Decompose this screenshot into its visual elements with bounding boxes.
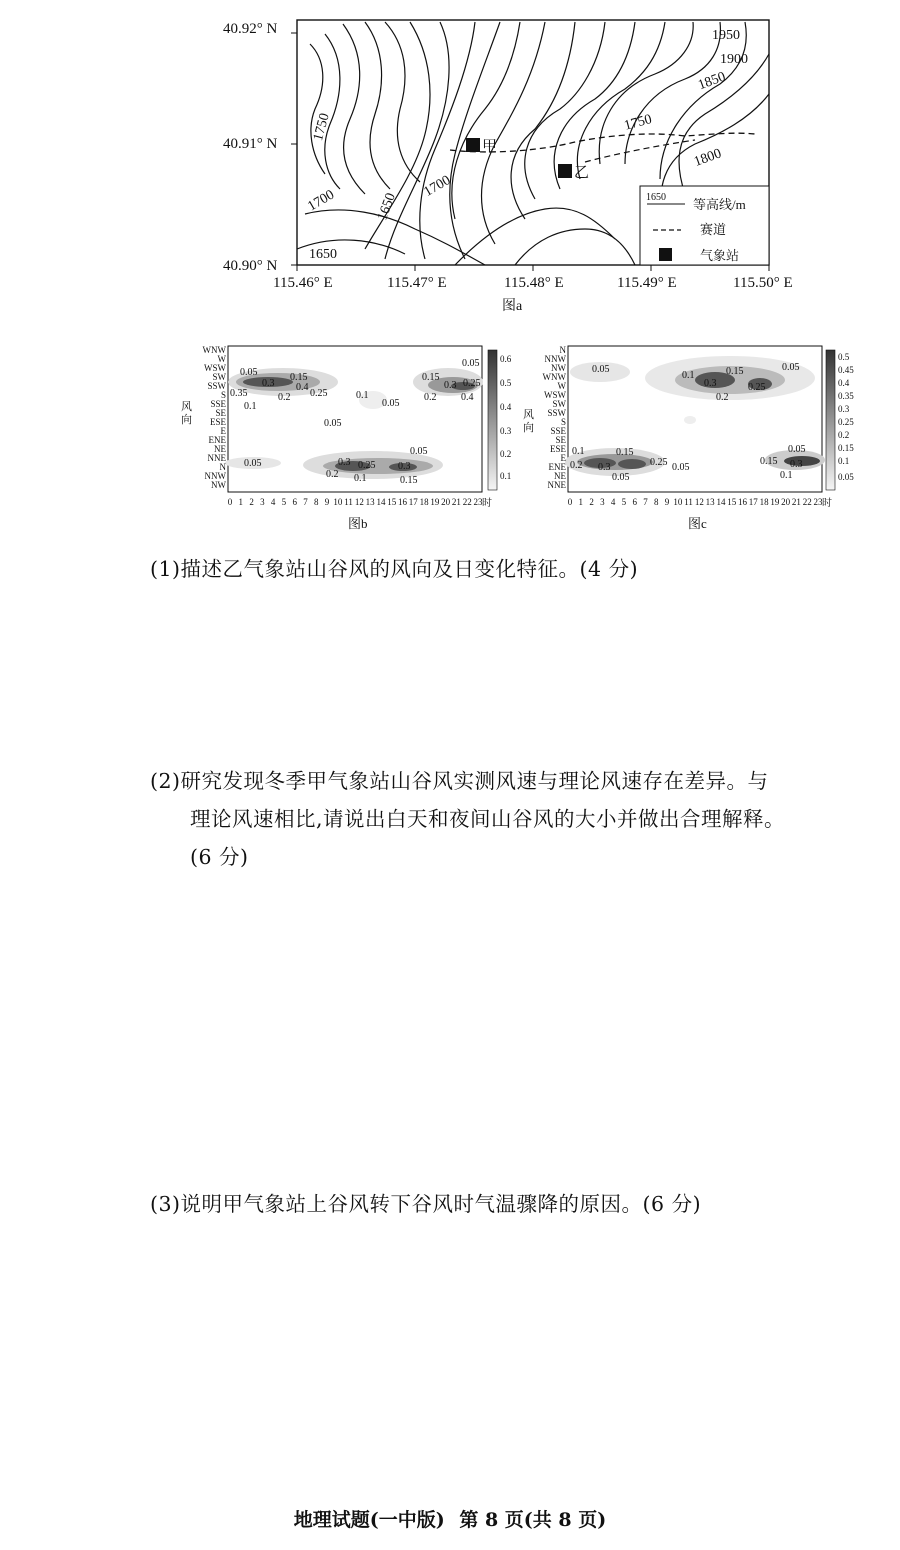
x-tick-label: 13 <box>705 497 715 507</box>
svg-text:0.05: 0.05 <box>462 358 480 369</box>
x-tick-label: 17 <box>748 497 758 507</box>
contour-label: 1800 <box>692 146 724 170</box>
question-2-line-1: (2)研究发现冬季甲气象站山谷风实测风速与理论风速存在差异。与 <box>150 769 769 793</box>
chart-c-ylabel-2: 向 <box>523 422 534 434</box>
contour-label: 1750 <box>622 112 654 134</box>
svg-text:0.05: 0.05 <box>612 472 630 483</box>
svg-text:0.15: 0.15 <box>760 456 778 467</box>
svg-text:0.35: 0.35 <box>230 388 248 399</box>
svg-text:0.25: 0.25 <box>310 388 328 399</box>
svg-text:0.4: 0.4 <box>461 392 474 403</box>
svg-text:SW: SW <box>552 399 566 409</box>
wind-chart-b <box>178 340 513 540</box>
contour-map <box>215 14 805 314</box>
svg-text:E: E <box>560 453 566 463</box>
x-tick-label: 16 <box>738 497 748 507</box>
question-2 <box>150 762 785 876</box>
question-1 <box>150 550 638 588</box>
chart-b-caption: 图b <box>348 516 368 531</box>
x-tick-label: 8 <box>654 497 659 507</box>
svg-text:0.1: 0.1 <box>354 473 367 484</box>
x-tick-label: 10 <box>673 497 683 507</box>
svg-text:0.15: 0.15 <box>400 475 418 486</box>
x-tick-label: 4 <box>610 497 616 507</box>
x-tick-label: 6 <box>292 497 297 507</box>
svg-text:0.3: 0.3 <box>598 462 611 473</box>
svg-text:0.2: 0.2 <box>424 392 437 403</box>
lat-label: 40.91° N <box>223 136 278 152</box>
svg-text:NE: NE <box>554 471 566 481</box>
x-tick-label: 20 <box>441 497 451 507</box>
x-tick-label: 22 <box>802 497 812 507</box>
contour-label: 1900 <box>720 52 748 67</box>
footer-page: 第 8 页(共 8 页) <box>459 1509 607 1531</box>
svg-text:S: S <box>560 417 566 427</box>
x-tick-label: 11 <box>684 497 693 507</box>
svg-text:NNW: NNW <box>544 354 566 364</box>
svg-text:NNW: NNW <box>204 471 226 481</box>
x-tick-label: 0 <box>227 497 233 507</box>
x-tick-label: 7 <box>643 497 648 507</box>
contour-label: 1850 <box>696 69 728 94</box>
svg-text:0.1: 0.1 <box>500 471 512 481</box>
svg-text:0.25: 0.25 <box>838 417 854 427</box>
contour-label: 1650 <box>375 191 399 223</box>
x-tick-label: 5 <box>621 497 627 507</box>
svg-text:NE: NE <box>214 444 226 454</box>
svg-text:0.15: 0.15 <box>726 366 744 377</box>
svg-text:0.3: 0.3 <box>444 380 457 391</box>
chart-c-xticks <box>568 497 823 507</box>
chart-b-yticks <box>203 345 227 490</box>
svg-text:0.05: 0.05 <box>324 418 342 429</box>
svg-text:NW: NW <box>211 480 226 490</box>
contour-label: 1950 <box>712 28 740 43</box>
x-tick-label: 8 <box>314 497 319 507</box>
chart-b-colorbar <box>488 350 497 490</box>
svg-text:0.05: 0.05 <box>244 458 262 469</box>
chart-b-xunit: 时 <box>482 498 492 509</box>
svg-text:0.05: 0.05 <box>240 367 258 378</box>
svg-text:0.15: 0.15 <box>616 447 634 458</box>
x-tick-label: 2 <box>249 497 254 507</box>
svg-text:SSW: SSW <box>207 381 226 391</box>
x-tick-label: 17 <box>408 497 418 507</box>
x-tick-label: 23 <box>813 497 823 507</box>
chart-c-caption: 图c <box>688 516 707 531</box>
svg-text:N: N <box>559 345 566 355</box>
lat-label: 40.90° N <box>223 258 278 274</box>
question-2-line-2: 理论风速相比,请说出白天和夜间山谷风的大小并做出合理解释。 <box>190 807 786 831</box>
station-jia-label: 甲 <box>482 139 498 155</box>
lon-label: 115.47° E <box>387 275 447 291</box>
station-yi-label: 乙 <box>574 165 590 181</box>
svg-text:0.2: 0.2 <box>326 469 339 480</box>
svg-text:0.4: 0.4 <box>838 378 850 388</box>
question-2-line-3: (6 分) <box>190 845 249 869</box>
svg-text:0.25: 0.25 <box>748 382 766 393</box>
x-tick-label: 15 <box>387 497 397 507</box>
x-tick-label: 12 <box>354 497 364 507</box>
svg-text:0.05: 0.05 <box>410 446 428 457</box>
svg-text:ENE: ENE <box>208 435 226 445</box>
chart-c-colorbar-ticks <box>838 352 854 482</box>
svg-text:WSW: WSW <box>544 390 566 400</box>
svg-text:0.1: 0.1 <box>682 370 695 381</box>
wind-chart-c <box>520 340 865 540</box>
station-yi-marker <box>558 164 572 178</box>
x-tick-label: 13 <box>365 497 375 507</box>
station-jia-marker <box>466 138 480 152</box>
x-tick-label: 11 <box>344 497 353 507</box>
contour-label: 1700 <box>421 172 454 200</box>
legend-station-text: 气象站 <box>700 248 740 263</box>
lon-label: 115.49° E <box>617 275 677 291</box>
x-tick-label: 1 <box>238 497 244 507</box>
svg-text:0.25: 0.25 <box>358 460 376 471</box>
x-tick-label: 1 <box>578 497 584 507</box>
x-tick-label: 5 <box>281 497 287 507</box>
x-tick-label: 9 <box>324 497 330 507</box>
x-tick-label: 3 <box>600 497 605 507</box>
x-tick-label: 4 <box>270 497 276 507</box>
x-tick-label: 14 <box>376 497 386 507</box>
contour-label: 1650 <box>309 247 337 262</box>
svg-text:0.2: 0.2 <box>716 392 729 403</box>
x-tick-label: 10 <box>333 497 343 507</box>
chart-c-yticks <box>543 345 567 490</box>
svg-text:0.6: 0.6 <box>500 354 512 364</box>
x-tick-label: 18 <box>419 497 429 507</box>
question-3 <box>150 1185 701 1223</box>
svg-text:NNE: NNE <box>207 453 226 463</box>
x-tick-label: 23 <box>473 497 483 507</box>
svg-text:0.2: 0.2 <box>278 392 291 403</box>
svg-text:0.1: 0.1 <box>780 470 793 481</box>
map-legend <box>640 186 769 265</box>
x-tick-label: 3 <box>260 497 265 507</box>
svg-text:W: W <box>557 381 566 391</box>
x-tick-label: 0 <box>567 497 573 507</box>
svg-text:0.15: 0.15 <box>838 443 854 453</box>
svg-text:ESE: ESE <box>549 444 566 454</box>
svg-text:0.05: 0.05 <box>592 364 610 375</box>
svg-text:0.3: 0.3 <box>500 426 512 436</box>
chart-b-colorbar-ticks <box>500 354 512 481</box>
svg-text:ESE: ESE <box>209 417 226 427</box>
x-tick-label: 19 <box>430 497 440 507</box>
svg-text:0.1: 0.1 <box>356 390 369 401</box>
svg-text:0.05: 0.05 <box>672 462 690 473</box>
svg-text:0.1: 0.1 <box>572 446 585 457</box>
map-caption: 图a <box>502 299 523 314</box>
svg-text:0.4: 0.4 <box>296 382 309 393</box>
svg-text:0.05: 0.05 <box>788 444 806 455</box>
svg-text:NW: NW <box>551 363 566 373</box>
svg-text:0.2: 0.2 <box>500 449 512 459</box>
chart-c-colorbar <box>826 350 835 490</box>
svg-text:0.45: 0.45 <box>838 365 854 375</box>
svg-text:0.3: 0.3 <box>262 378 275 389</box>
x-tick-label: 14 <box>716 497 726 507</box>
svg-text:0.2: 0.2 <box>838 430 850 440</box>
svg-text:WNW: WNW <box>542 372 566 382</box>
svg-text:0.35: 0.35 <box>838 391 854 401</box>
svg-text:0.05: 0.05 <box>838 472 854 482</box>
svg-text:SE: SE <box>215 408 226 418</box>
svg-text:0.3: 0.3 <box>838 404 850 414</box>
svg-text:SE: SE <box>555 435 566 445</box>
svg-text:WNW: WNW <box>202 345 226 355</box>
legend-contour-text: 等高线/m <box>693 197 746 212</box>
svg-text:0.3: 0.3 <box>704 378 717 389</box>
svg-text:WSW: WSW <box>204 363 226 373</box>
legend-track-text: 赛道 <box>700 222 727 237</box>
svg-text:0.15: 0.15 <box>422 372 440 383</box>
chart-c-xunit: 时 <box>822 498 832 509</box>
svg-text:0.3: 0.3 <box>338 457 351 468</box>
svg-text:0.5: 0.5 <box>500 378 512 388</box>
x-tick-label: 6 <box>632 497 637 507</box>
x-tick-label: 20 <box>781 497 791 507</box>
svg-text:0.3: 0.3 <box>790 459 803 470</box>
svg-text:0.3: 0.3 <box>398 461 411 472</box>
svg-text:W: W <box>217 354 226 364</box>
svg-text:0.15: 0.15 <box>290 372 308 383</box>
x-tick-label: 9 <box>664 497 670 507</box>
svg-text:N: N <box>219 462 226 472</box>
svg-text:0.1: 0.1 <box>244 401 257 412</box>
question-1-text: (1)描述乙气象站山谷风的风向及日变化特征。(4 分) <box>150 557 639 581</box>
svg-text:0.25: 0.25 <box>650 457 668 468</box>
chart-b-ylabel-2: 向 <box>181 414 192 426</box>
svg-text:S: S <box>220 390 226 400</box>
page-footer <box>0 1505 900 1532</box>
contour-label: 1750 <box>311 111 333 143</box>
svg-text:SSW: SSW <box>547 408 566 418</box>
x-tick-label: 15 <box>727 497 737 507</box>
svg-text:0.05: 0.05 <box>782 362 800 373</box>
svg-text:SSE: SSE <box>210 399 226 409</box>
legend-contour-sample: 1650 <box>646 192 666 203</box>
x-tick-label: 2 <box>589 497 594 507</box>
chart-c-ylabel-1: 风 <box>523 409 534 421</box>
x-tick-label: 22 <box>462 497 472 507</box>
x-tick-label: 16 <box>398 497 408 507</box>
lat-label: 40.92° N <box>223 21 278 37</box>
svg-text:0.05: 0.05 <box>382 398 400 409</box>
x-tick-label: 18 <box>759 497 769 507</box>
lon-label: 115.48° E <box>504 275 564 291</box>
svg-text:0.2: 0.2 <box>570 460 583 471</box>
lon-label: 115.46° E <box>273 275 333 291</box>
svg-text:0.1: 0.1 <box>838 456 850 466</box>
svg-text:0.25: 0.25 <box>463 378 481 389</box>
lon-label: 115.50° E <box>733 275 793 291</box>
question-3-text: (3)说明甲气象站上谷风转下谷风时气温骤降的原因。(6 分) <box>150 1192 702 1216</box>
x-tick-label: 21 <box>451 497 461 507</box>
footer-title: 地理试题(一中版) <box>293 1509 445 1531</box>
svg-text:SW: SW <box>212 372 226 382</box>
svg-text:0.4: 0.4 <box>500 402 512 412</box>
chart-b-xticks <box>228 497 483 507</box>
svg-text:SSE: SSE <box>550 426 566 436</box>
svg-text:0.5: 0.5 <box>838 352 850 362</box>
contour-label: 1700 <box>305 187 338 215</box>
x-tick-label: 12 <box>694 497 704 507</box>
svg-text:NNE: NNE <box>547 480 566 490</box>
svg-text:E: E <box>220 426 226 436</box>
chart-b-ylabel-1: 风 <box>181 401 192 413</box>
x-tick-label: 19 <box>770 497 780 507</box>
svg-text:ENE: ENE <box>548 462 566 472</box>
x-tick-label: 7 <box>303 497 308 507</box>
x-tick-label: 21 <box>791 497 801 507</box>
